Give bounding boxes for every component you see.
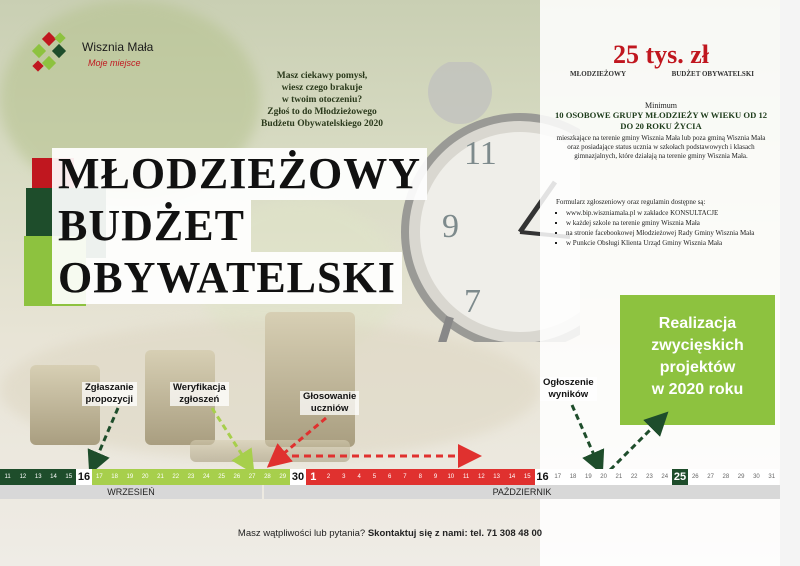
forms-item: ▪ w każdej szkole na terenie gminy Wisznia Mała: [566, 219, 768, 228]
title-line-3: OBYWATELSKI: [52, 252, 402, 304]
footer-contact-phone: Skontaktuj się z nami: tel. 71 308 48 00: [367, 528, 543, 539]
title-line-2: BUDŻET: [52, 200, 251, 252]
footer-question: Masz wątpliwości lub pytania?: [237, 528, 366, 539]
timeline-day: 29: [275, 469, 290, 485]
realization-line: w 2020 roku: [651, 381, 744, 398]
timeline-day: 13: [489, 469, 504, 485]
timeline-day: 31: [764, 469, 779, 485]
timeline-day: 23: [642, 469, 657, 485]
phase-label: Głosowanie: [303, 391, 357, 402]
phase-label: Weryfikacja: [173, 382, 226, 393]
timeline-day: 19: [122, 469, 137, 485]
realization-line: zwycięskich: [651, 337, 744, 354]
timeline-day: 8: [413, 469, 428, 485]
budget-amount: 25 tys. zł: [612, 40, 710, 69]
timeline-day: 1: [306, 469, 321, 485]
timeline-day: 29: [734, 469, 749, 485]
eligibility-description: mieszkające na terenie gminy Wisznia Mała lub poza gminą Wisznia Mała oraz posiadające status ucznia w szkołach podstawowych i klasach gimnazjalnych, które działają na terenie gminy Wisznia Mała.: [556, 134, 766, 160]
timeline-day: 10: [443, 469, 458, 485]
month-october: PAŹDZIERNIK: [264, 485, 780, 499]
logo-tagline: Moje miejsce: [88, 58, 141, 68]
arrow-voting: [276, 418, 326, 460]
timeline-day: 18: [565, 469, 580, 485]
timeline-day: 16: [77, 471, 91, 483]
timeline-day: 18: [107, 469, 122, 485]
minimum-label: Minimum: [644, 101, 677, 110]
timeline-day: 27: [703, 469, 718, 485]
timeline-day: 12: [15, 469, 30, 485]
timeline-day: 30: [291, 471, 305, 483]
timeline-day: 30: [749, 469, 764, 485]
timeline-day: 26: [688, 469, 703, 485]
timeline-day: 25: [214, 469, 229, 485]
amount-sub-right: BUDŻET OBYWATELSKI: [671, 70, 754, 78]
intro-line: Zgłoś to do Młodzieżowego: [267, 107, 377, 117]
timeline-day: 14: [504, 469, 519, 485]
timeline-day: 7: [397, 469, 412, 485]
timeline-day: 13: [31, 469, 46, 485]
month-september: WRZESIEŃ: [0, 485, 262, 499]
timeline-day: 20: [596, 469, 611, 485]
arrow-verification: [212, 408, 248, 464]
intro-line: wiesz czego brakuje: [281, 83, 363, 93]
timeline-day: 3: [336, 469, 351, 485]
arrow-realization: [610, 420, 660, 470]
timeline-day: 23: [183, 469, 198, 485]
timeline-day: 5: [367, 469, 382, 485]
phase-label: Ogłoszenie: [543, 377, 594, 388]
timeline-day: 6: [382, 469, 397, 485]
phase-label: wyników: [548, 389, 589, 400]
intro-line: Budżetu Obywatelskiego 2020: [261, 119, 383, 129]
timeline-day: 11: [0, 469, 15, 485]
realization-line: projektów: [659, 359, 736, 376]
amount-sub-left: MŁODZIEŻOWY: [570, 70, 627, 78]
timeline-day: 4: [351, 469, 366, 485]
timeline-day: 19: [581, 469, 596, 485]
timeline-day: 25: [673, 471, 687, 483]
forms-intro: Formularz zgłoszeniowy oraz regulamin dostępne są:: [556, 198, 706, 206]
timeline-day: 14: [46, 469, 61, 485]
timeline-day: 28: [260, 469, 275, 485]
timeline-day: 20: [138, 469, 153, 485]
timeline-day: 17: [550, 469, 565, 485]
timeline-day: 15: [61, 469, 76, 485]
phase-label: zgłoszeń: [179, 394, 220, 405]
timeline-day: 16: [536, 471, 549, 483]
arrow-submission: [94, 408, 118, 464]
timeline-day: 22: [168, 469, 183, 485]
month-bar: [0, 485, 780, 501]
phase-label: uczniów: [310, 403, 349, 414]
forms-item: ▪ w Punkcie Obsługi Klienta Urząd Gminy Wisznia Mała: [566, 239, 768, 248]
forms-item: ▪ www.bip.wiszniamala.pl w zakładce KONSULTACJE: [566, 209, 768, 218]
timeline-day: 28: [718, 469, 733, 485]
svg-text:9: 9: [442, 208, 459, 245]
timeline-day: 21: [153, 469, 168, 485]
group-requirement: 10 OSOBOWE GRUPY MŁODZIEŻY W WIEKU OD 12 DO 20 ROKU ŻYCIA: [554, 110, 768, 131]
intro-line: Masz ciekawy pomysł,: [276, 71, 368, 81]
timeline-day: 27: [245, 469, 260, 485]
phase-label: Zgłaszanie: [85, 382, 134, 393]
svg-text:7: 7: [464, 283, 481, 320]
arrow-results: [572, 405, 598, 464]
intro-line: w twoim otoczeniu?: [281, 95, 363, 105]
phase-label: propozycji: [85, 394, 134, 405]
footer-contact: [0, 528, 780, 539]
timeline-day: 21: [611, 469, 626, 485]
timeline-day: 2: [321, 469, 336, 485]
forms-item: ▪ na stronie facebookowej Młodzieżowej Rady Gminy Wisznia Mała: [566, 229, 768, 238]
logo-name: Wisznia Mała: [82, 40, 154, 54]
timeline-day: 12: [474, 469, 489, 485]
timeline-day: 9: [428, 469, 443, 485]
timeline-day: 24: [199, 469, 214, 485]
timeline-day: 15: [520, 469, 535, 485]
timeline-day: 17: [92, 469, 107, 485]
title-line-1: MŁODZIEŻOWY: [52, 148, 427, 200]
timeline-day: 22: [627, 469, 642, 485]
realization-line: Realizacja: [658, 315, 737, 332]
timeline-day: 24: [657, 469, 672, 485]
calendar-timeline: [0, 469, 780, 485]
svg-text:11: 11: [464, 135, 497, 172]
timeline-day: 11: [458, 469, 473, 485]
timeline-day: 26: [229, 469, 244, 485]
